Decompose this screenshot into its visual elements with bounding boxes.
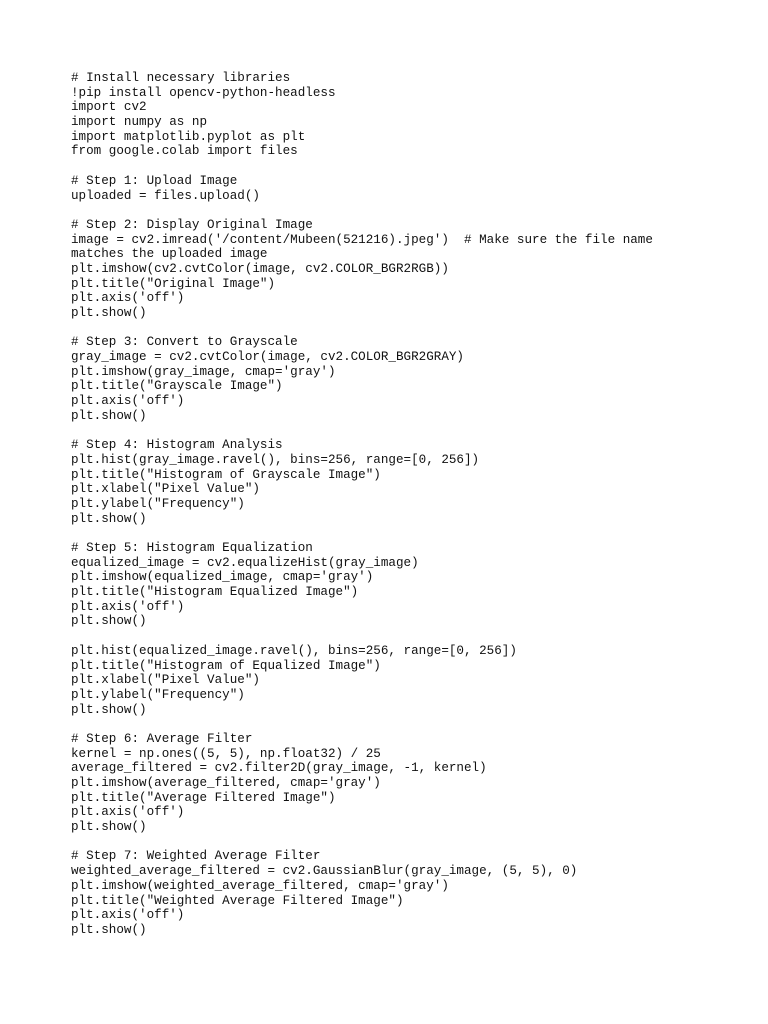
code-line: plt.imshow(average_filtered, cmap='gray') xyxy=(71,776,381,790)
code-block xyxy=(71,71,653,938)
code-line: from google.colab import files xyxy=(71,144,298,159)
code-comment-line: # Step 1: Upload Image xyxy=(71,173,238,188)
code-comment-line: # Step 5: Histogram Equalization xyxy=(71,541,313,555)
code-line: image = cv2.imread('/content/Mubeen(521216).jpeg') # Make sure the file name xyxy=(71,232,653,247)
code-line: equalized_image = cv2.equalizeHist(gray_image) xyxy=(71,555,419,570)
code-line: plt.xlabel("Pixel Value") xyxy=(71,673,260,688)
blank-line xyxy=(71,835,653,850)
code-comment-line: # Step 4: Histogram Analysis xyxy=(71,438,283,453)
code-comment-line: # Step 7: Weighted Average Filter xyxy=(71,849,321,864)
code-line: plt.show() xyxy=(71,511,147,526)
code-line: plt.show() xyxy=(71,306,147,320)
blank-line xyxy=(71,321,653,336)
code-line: plt.axis('off') xyxy=(71,291,185,306)
code-line: plt.title("Histogram of Grayscale Image") xyxy=(71,467,381,482)
code-comment-line: # Step 6: Average Filter xyxy=(71,731,253,746)
blank-line xyxy=(71,424,653,439)
code-line: plt.imshow(equalized_image, cmap='gray') xyxy=(71,570,374,585)
code-line: kernel = np.ones((5, 5), np.float32) / 25 xyxy=(71,746,381,761)
blank-line xyxy=(71,159,653,174)
code-line: plt.imshow(cv2.cvtColor(image, cv2.COLOR_BGR2RGB)) xyxy=(71,261,449,276)
code-line: plt.title("Weighted Average Filtered Image") xyxy=(71,893,404,908)
code-line: average_filtered = cv2.filter2D(gray_image, -1, kernel) xyxy=(71,761,487,776)
code-line: import matplotlib.pyplot as plt xyxy=(71,129,306,144)
code-comment-line: # Step 3: Convert to Grayscale xyxy=(71,335,298,350)
code-comment-line: # Install necessary libraries xyxy=(71,71,291,85)
code-line: plt.show() xyxy=(71,614,147,629)
blank-line xyxy=(71,526,653,541)
code-line: plt.show() xyxy=(71,820,147,835)
code-line: plt.title("Grayscale Image") xyxy=(71,379,283,394)
code-line: plt.axis('off') xyxy=(71,908,185,923)
code-line: plt.axis('off') xyxy=(71,805,185,820)
code-line: plt.hist(equalized_image.ravel(), bins=256, range=[0, 256]) xyxy=(71,643,517,658)
code-line: plt.show() xyxy=(71,922,147,937)
code-line: plt.show() xyxy=(71,408,147,423)
code-line: plt.imshow(weighted_average_filtered, cmap='gray') xyxy=(71,878,449,893)
code-line: plt.title("Histogram of Equalized Image") xyxy=(71,658,381,673)
code-line: plt.ylabel("Frequency") xyxy=(71,496,245,511)
code-comment-line: # Step 2: Display Original Image xyxy=(71,217,313,232)
code-line: uploaded = files.upload() xyxy=(71,188,260,203)
blank-line xyxy=(71,717,653,732)
code-line: plt.title("Original Image") xyxy=(71,276,276,291)
code-line: plt.axis('off') xyxy=(71,599,185,614)
blank-line xyxy=(71,203,653,218)
code-line: plt.title("Histogram Equalized Image") xyxy=(71,585,359,600)
code-line: plt.ylabel("Frequency") xyxy=(71,687,245,702)
code-line: plt.show() xyxy=(71,702,147,717)
code-line: !pip install opencv-python-headless xyxy=(71,85,336,100)
code-line: import cv2 xyxy=(71,100,147,115)
blank-line xyxy=(71,629,653,644)
code-line: plt.xlabel("Pixel Value") xyxy=(71,482,260,497)
code-line: plt.axis('off') xyxy=(71,394,185,409)
code-line: import numpy as np xyxy=(71,115,208,130)
code-line: matches the uploaded image xyxy=(71,247,268,262)
code-line: plt.hist(gray_image.ravel(), bins=256, range=[0, 256]) xyxy=(71,452,480,467)
code-line: weighted_average_filtered = cv2.GaussianBlur(gray_image, (5, 5), 0) xyxy=(71,864,578,879)
code-line: gray_image = cv2.cvtColor(image, cv2.COLOR_BGR2GRAY) xyxy=(71,350,464,365)
code-line: plt.title("Average Filtered Image") xyxy=(71,790,336,805)
code-line: plt.imshow(gray_image, cmap='gray') xyxy=(71,364,336,379)
